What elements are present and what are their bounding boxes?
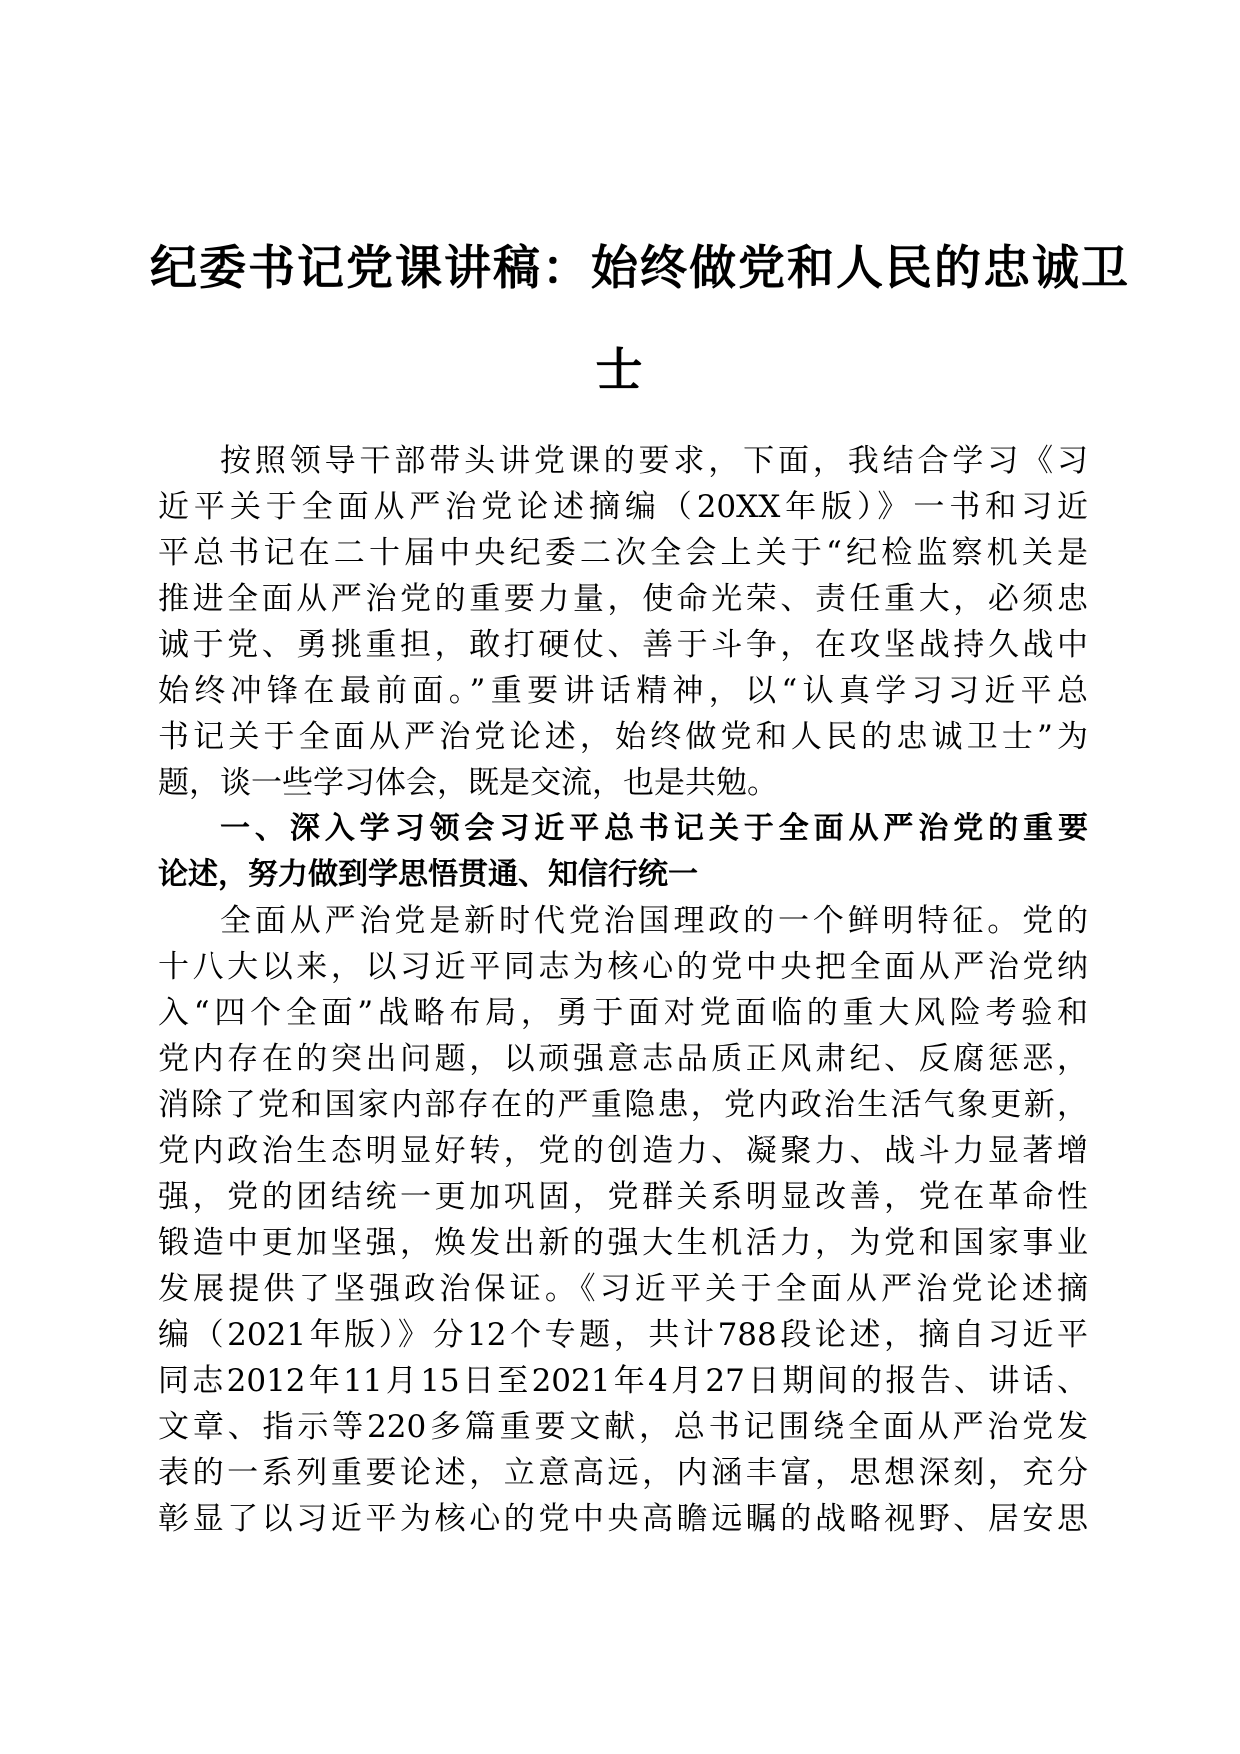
paragraph-line: 推进全面从严治党的重要力量，使命光荣、责任重大，必须忠 (158, 581, 1088, 617)
paragraph-line: 强，党的团结统一更加巩固，党群关系明显改善，党在革命性 (158, 1179, 1088, 1215)
paragraph-line: 题，谈一些学习体会，既是交流，也是共勉。 (158, 765, 778, 801)
paragraph-line: 入“四个全面”战略布局，勇于面对党面临的重大风险考验和 (158, 995, 1088, 1031)
title-line-2: 士 (595, 343, 645, 398)
paragraph-line: 编（2021年版）》分12个专题，共计788段论述，摘自习近平 (158, 1317, 1088, 1353)
paragraph-line: 诚于党、勇挑重担，敢打硬仗、善于斗争，在攻坚战持久战中 (158, 627, 1088, 663)
document-title (150, 218, 1130, 422)
paragraph-line: 平总书记在二十届中央纪委二次全会上关于“纪检监察机关是 (158, 535, 1088, 571)
title-line-1: 纪委书记党课讲稿：始终做党和人民的忠诚卫 (150, 241, 1130, 296)
paragraph-line: 书记关于全面从严治党论述，始终做党和人民的忠诚卫士”为 (158, 719, 1088, 755)
paragraph-line: 消除了党和国家内部存在的严重隐患，党内政治生活气象更新， (158, 1087, 1088, 1123)
paragraph-line: 彰显了以习近平为核心的党中央高瞻远瞩的战略视野、居安思 (158, 1501, 1088, 1537)
paragraph-line: 近平关于全面从严治党论述摘编（20XX年版）》一书和习近 (158, 489, 1088, 525)
paragraph-line: 十八大以来，以习近平同志为核心的党中央把全面从严治党纳 (158, 949, 1088, 985)
paragraph-line: 文章、指示等220多篇重要文献，总书记围绕全面从严治党发 (158, 1409, 1088, 1445)
document-body (158, 438, 1088, 1542)
paragraph-line: 按照领导干部带头讲党课的要求，下面，我结合学习《习 (220, 443, 1088, 479)
section-heading-line: 论述，努力做到学思悟贯通、知信行统一 (158, 857, 698, 892)
paragraph-line: 发展提供了坚强政治保证。《习近平关于全面从严治党论述摘 (158, 1271, 1088, 1307)
paragraph-line: 表的一系列重要论述，立意高远，内涵丰富，思想深刻，充分 (158, 1455, 1088, 1491)
paragraph-line: 锻造中更加坚强，焕发出新的强大生机活力，为党和国家事业 (158, 1225, 1088, 1261)
paragraph-line: 始终冲锋在最前面。”重要讲话精神，以“认真学习习近平总 (158, 673, 1088, 709)
section-heading-line: 一、深入学习领会习近平总书记关于全面从严治党的重要 (220, 811, 1088, 846)
paragraph-line: 同志2012年11月15日至2021年4月27日期间的报告、讲话、 (158, 1363, 1088, 1399)
paragraph-line: 党内政治生态明显好转，党的创造力、凝聚力、战斗力显著增 (158, 1133, 1088, 1169)
paragraph-line: 党内存在的突出问题，以顽强意志品质正风肃纪、反腐惩恶， (158, 1041, 1088, 1077)
paragraph-line: 全面从严治党是新时代党治国理政的一个鲜明特征。党的 (220, 903, 1088, 939)
